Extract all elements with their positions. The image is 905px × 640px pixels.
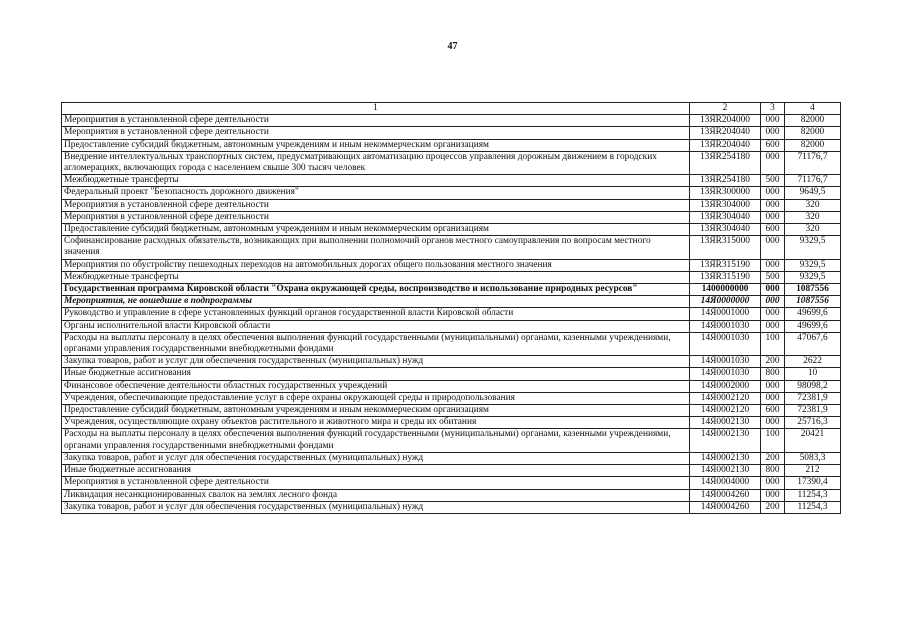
row-name: Руководство и управление в сфере установленных функций органов государственной власти Кировской области (62, 308, 690, 320)
row-expense-type: 000 (761, 380, 785, 392)
table-row (62, 380, 841, 392)
row-name: Мероприятия в установленной сфере деятельности (62, 115, 690, 127)
row-amount: 1087556 (785, 284, 841, 296)
row-expense-type: 000 (761, 236, 785, 259)
row-expense-type: 000 (761, 187, 785, 199)
row-expense-type: 000 (761, 308, 785, 320)
row-amount: 20421 (785, 429, 841, 452)
row-name: Финансовое обеспечение деятельности областных государственных учреждений (62, 380, 690, 392)
row-name: Расходы на выплаты персоналу в целях обеспечения выполнения функций государственными (муниципальными) органами, казенными учреждениями, органами управления государственными внебюджетными фондами (62, 332, 690, 355)
row-code: 14Я0002130 (690, 417, 761, 429)
row-code: 13ЯR204000 (690, 115, 761, 127)
row-code: 14Я0004260 (690, 489, 761, 501)
row-code: 14Я0000000 (690, 296, 761, 308)
row-amount: 9329,5 (785, 271, 841, 283)
row-expense-type: 200 (761, 452, 785, 464)
row-expense-type: 600 (761, 224, 785, 236)
row-name: Учреждения, осуществляющие охрану объектов растительного и животного мира и среды их обитания (62, 417, 690, 429)
row-code: 13ЯR315190 (690, 259, 761, 271)
row-expense-type: 600 (761, 405, 785, 417)
row-name: Предоставление субсидий бюджетным, автономным учреждениям и иным некоммерческим организациям (62, 405, 690, 417)
row-amount: 82000 (785, 127, 841, 139)
row-name: Расходы на выплаты персоналу в целях обеспечения выполнения функций государственными (муниципальными) органами, казенными учреждениями, органами управления государственными внебюджетными фондами (62, 429, 690, 452)
row-code: 14Я0002130 (690, 452, 761, 464)
row-code: 14Я0002120 (690, 392, 761, 404)
table-row (62, 332, 841, 355)
table-row (62, 139, 841, 151)
header-row (62, 103, 841, 115)
row-name: Закупка товаров, работ и услуг для обеспечения государственных (муниципальных) нужд (62, 501, 690, 513)
row-amount: 82000 (785, 115, 841, 127)
row-code: 13ЯR254180 (690, 175, 761, 187)
budget-table (61, 102, 841, 514)
table-row (62, 308, 841, 320)
row-expense-type: 000 (761, 115, 785, 127)
row-code: 13ЯR304040 (690, 211, 761, 223)
row-code: 13ЯR315190 (690, 271, 761, 283)
table-row (62, 187, 841, 199)
row-amount: 320 (785, 199, 841, 211)
row-code: 13ЯR204040 (690, 127, 761, 139)
table-row (62, 271, 841, 283)
row-expense-type: 800 (761, 465, 785, 477)
row-amount: 5083,3 (785, 452, 841, 464)
row-amount: 71176,7 (785, 175, 841, 187)
row-amount: 9649,5 (785, 187, 841, 199)
row-name: Внедрение интеллектуальных транспортных систем, предусматривающих автоматизацию процессов управления дорожным движением в городских агломерациях, включающих города с населением свыше 300 тысяч человек (62, 151, 690, 174)
row-name: Мероприятия в установленной сфере деятельности (62, 211, 690, 223)
row-expense-type: 000 (761, 284, 785, 296)
table-row (62, 175, 841, 187)
row-expense-type: 000 (761, 489, 785, 501)
row-expense-type: 000 (761, 151, 785, 174)
row-code: 14Я0002130 (690, 465, 761, 477)
row-expense-type: 000 (761, 259, 785, 271)
row-expense-type: 200 (761, 501, 785, 513)
row-amount: 98098,2 (785, 380, 841, 392)
row-code: 14Я0002120 (690, 405, 761, 417)
row-amount: 47067,6 (785, 332, 841, 355)
row-name: Федеральный проект "Безопасность дорожного движения" (62, 187, 690, 199)
table-row (62, 489, 841, 501)
row-amount: 72381,9 (785, 405, 841, 417)
row-name: Предоставление субсидий бюджетным, автономным учреждениям и иным некоммерческим организациям (62, 139, 690, 151)
header-col-name: 1 (62, 103, 690, 115)
row-name: Органы исполнительной власти Кировской области (62, 320, 690, 332)
row-expense-type: 100 (761, 332, 785, 355)
row-expense-type: 000 (761, 477, 785, 489)
row-expense-type: 000 (761, 199, 785, 211)
row-code: 14Я0001030 (690, 368, 761, 380)
table-row (62, 224, 841, 236)
header-col-cat: 3 (761, 103, 785, 115)
row-code: 14Я0002130 (690, 429, 761, 452)
header-col-code: 2 (690, 103, 761, 115)
table-row (62, 211, 841, 223)
table-row (62, 236, 841, 259)
row-code: 14Я0002000 (690, 380, 761, 392)
table-body (62, 115, 841, 514)
row-name: Государственная программа Кировской области "Охрана окружающей среды, воспроизводство и использование природных ресурсов" (62, 284, 690, 296)
row-expense-type: 500 (761, 271, 785, 283)
row-name: Иные бюджетные ассигнования (62, 368, 690, 380)
row-name: Межбюджетные трансферты (62, 175, 690, 187)
row-code: 14Я0001000 (690, 308, 761, 320)
row-code: 13ЯR254180 (690, 151, 761, 174)
row-amount: 11254,3 (785, 489, 841, 501)
row-expense-type: 000 (761, 417, 785, 429)
table-row (62, 296, 841, 308)
row-code: 13ЯR304040 (690, 224, 761, 236)
table-row (62, 151, 841, 174)
page-number: 47 (447, 41, 458, 52)
table-header (62, 103, 841, 115)
row-name: Мероприятия в установленной сфере деятельности (62, 477, 690, 489)
row-expense-type: 100 (761, 429, 785, 452)
row-code: 14Я0004000 (690, 477, 761, 489)
row-name: Закупка товаров, работ и услуг для обеспечения государственных (муниципальных) нужд (62, 356, 690, 368)
row-expense-type: 500 (761, 175, 785, 187)
table-row (62, 417, 841, 429)
table-row (62, 356, 841, 368)
row-amount: 49699,6 (785, 320, 841, 332)
table-row (62, 368, 841, 380)
row-amount: 82000 (785, 139, 841, 151)
row-name: Софинансирование расходных обязательств, возникающих при выполнении полномочий органов местного самоуправления по вопросам местного значения (62, 236, 690, 259)
row-code: 14Я0004260 (690, 501, 761, 513)
row-code: 13ЯR204040 (690, 139, 761, 151)
row-expense-type: 000 (761, 211, 785, 223)
row-name: Иные бюджетные ассигнования (62, 465, 690, 477)
row-expense-type: 200 (761, 356, 785, 368)
row-amount: 25716,3 (785, 417, 841, 429)
table-row (62, 501, 841, 513)
row-name: Ликвидация несанкционированных свалок на землях лесного фонда (62, 489, 690, 501)
row-name: Предоставление субсидий бюджетным, автономным учреждениям и иным некоммерческим организациям (62, 224, 690, 236)
row-amount: 9329,5 (785, 236, 841, 259)
table-row (62, 392, 841, 404)
table-row (62, 452, 841, 464)
row-amount: 9329,5 (785, 259, 841, 271)
row-amount: 2622 (785, 356, 841, 368)
row-expense-type: 800 (761, 368, 785, 380)
row-amount: 212 (785, 465, 841, 477)
row-amount: 10 (785, 368, 841, 380)
row-expense-type: 600 (761, 139, 785, 151)
row-expense-type: 000 (761, 296, 785, 308)
row-amount: 72381,9 (785, 392, 841, 404)
row-name: Мероприятия, не вошедшие в подпрограммы (62, 296, 690, 308)
table-row (62, 259, 841, 271)
row-expense-type: 000 (761, 392, 785, 404)
row-code: 14Я0001030 (690, 356, 761, 368)
row-amount: 11254,3 (785, 501, 841, 513)
row-name: Мероприятия по обустройству пешеходных переходов на автомобильных дорогах общего пользования местного значения (62, 259, 690, 271)
table-row (62, 429, 841, 452)
row-name: Учреждения, обеспечивающие предоставление услуг в сфере охраны окружающей среды и природопользования (62, 392, 690, 404)
row-code: 13ЯR300000 (690, 187, 761, 199)
table-row (62, 465, 841, 477)
table-row (62, 127, 841, 139)
table-row (62, 405, 841, 417)
row-name: Межбюджетные трансферты (62, 271, 690, 283)
row-amount: 1087556 (785, 296, 841, 308)
row-amount: 49699,6 (785, 308, 841, 320)
row-code: 14Я0001030 (690, 320, 761, 332)
row-code: 13ЯR304000 (690, 199, 761, 211)
table-row (62, 477, 841, 489)
table-row (62, 115, 841, 127)
row-name: Закупка товаров, работ и услуг для обеспечения государственных (муниципальных) нужд (62, 452, 690, 464)
row-code: 13ЯR315000 (690, 236, 761, 259)
row-amount: 320 (785, 224, 841, 236)
row-name: Мероприятия в установленной сфере деятельности (62, 127, 690, 139)
row-amount: 320 (785, 211, 841, 223)
row-code: 1400000000 (690, 284, 761, 296)
row-amount: 71176,7 (785, 151, 841, 174)
header-col-amount: 4 (785, 103, 841, 115)
row-amount: 17390,4 (785, 477, 841, 489)
table-row (62, 199, 841, 211)
row-name: Мероприятия в установленной сфере деятельности (62, 199, 690, 211)
table-row (62, 320, 841, 332)
row-code: 14Я0001030 (690, 332, 761, 355)
row-expense-type: 000 (761, 127, 785, 139)
row-expense-type: 000 (761, 320, 785, 332)
table-row (62, 284, 841, 296)
